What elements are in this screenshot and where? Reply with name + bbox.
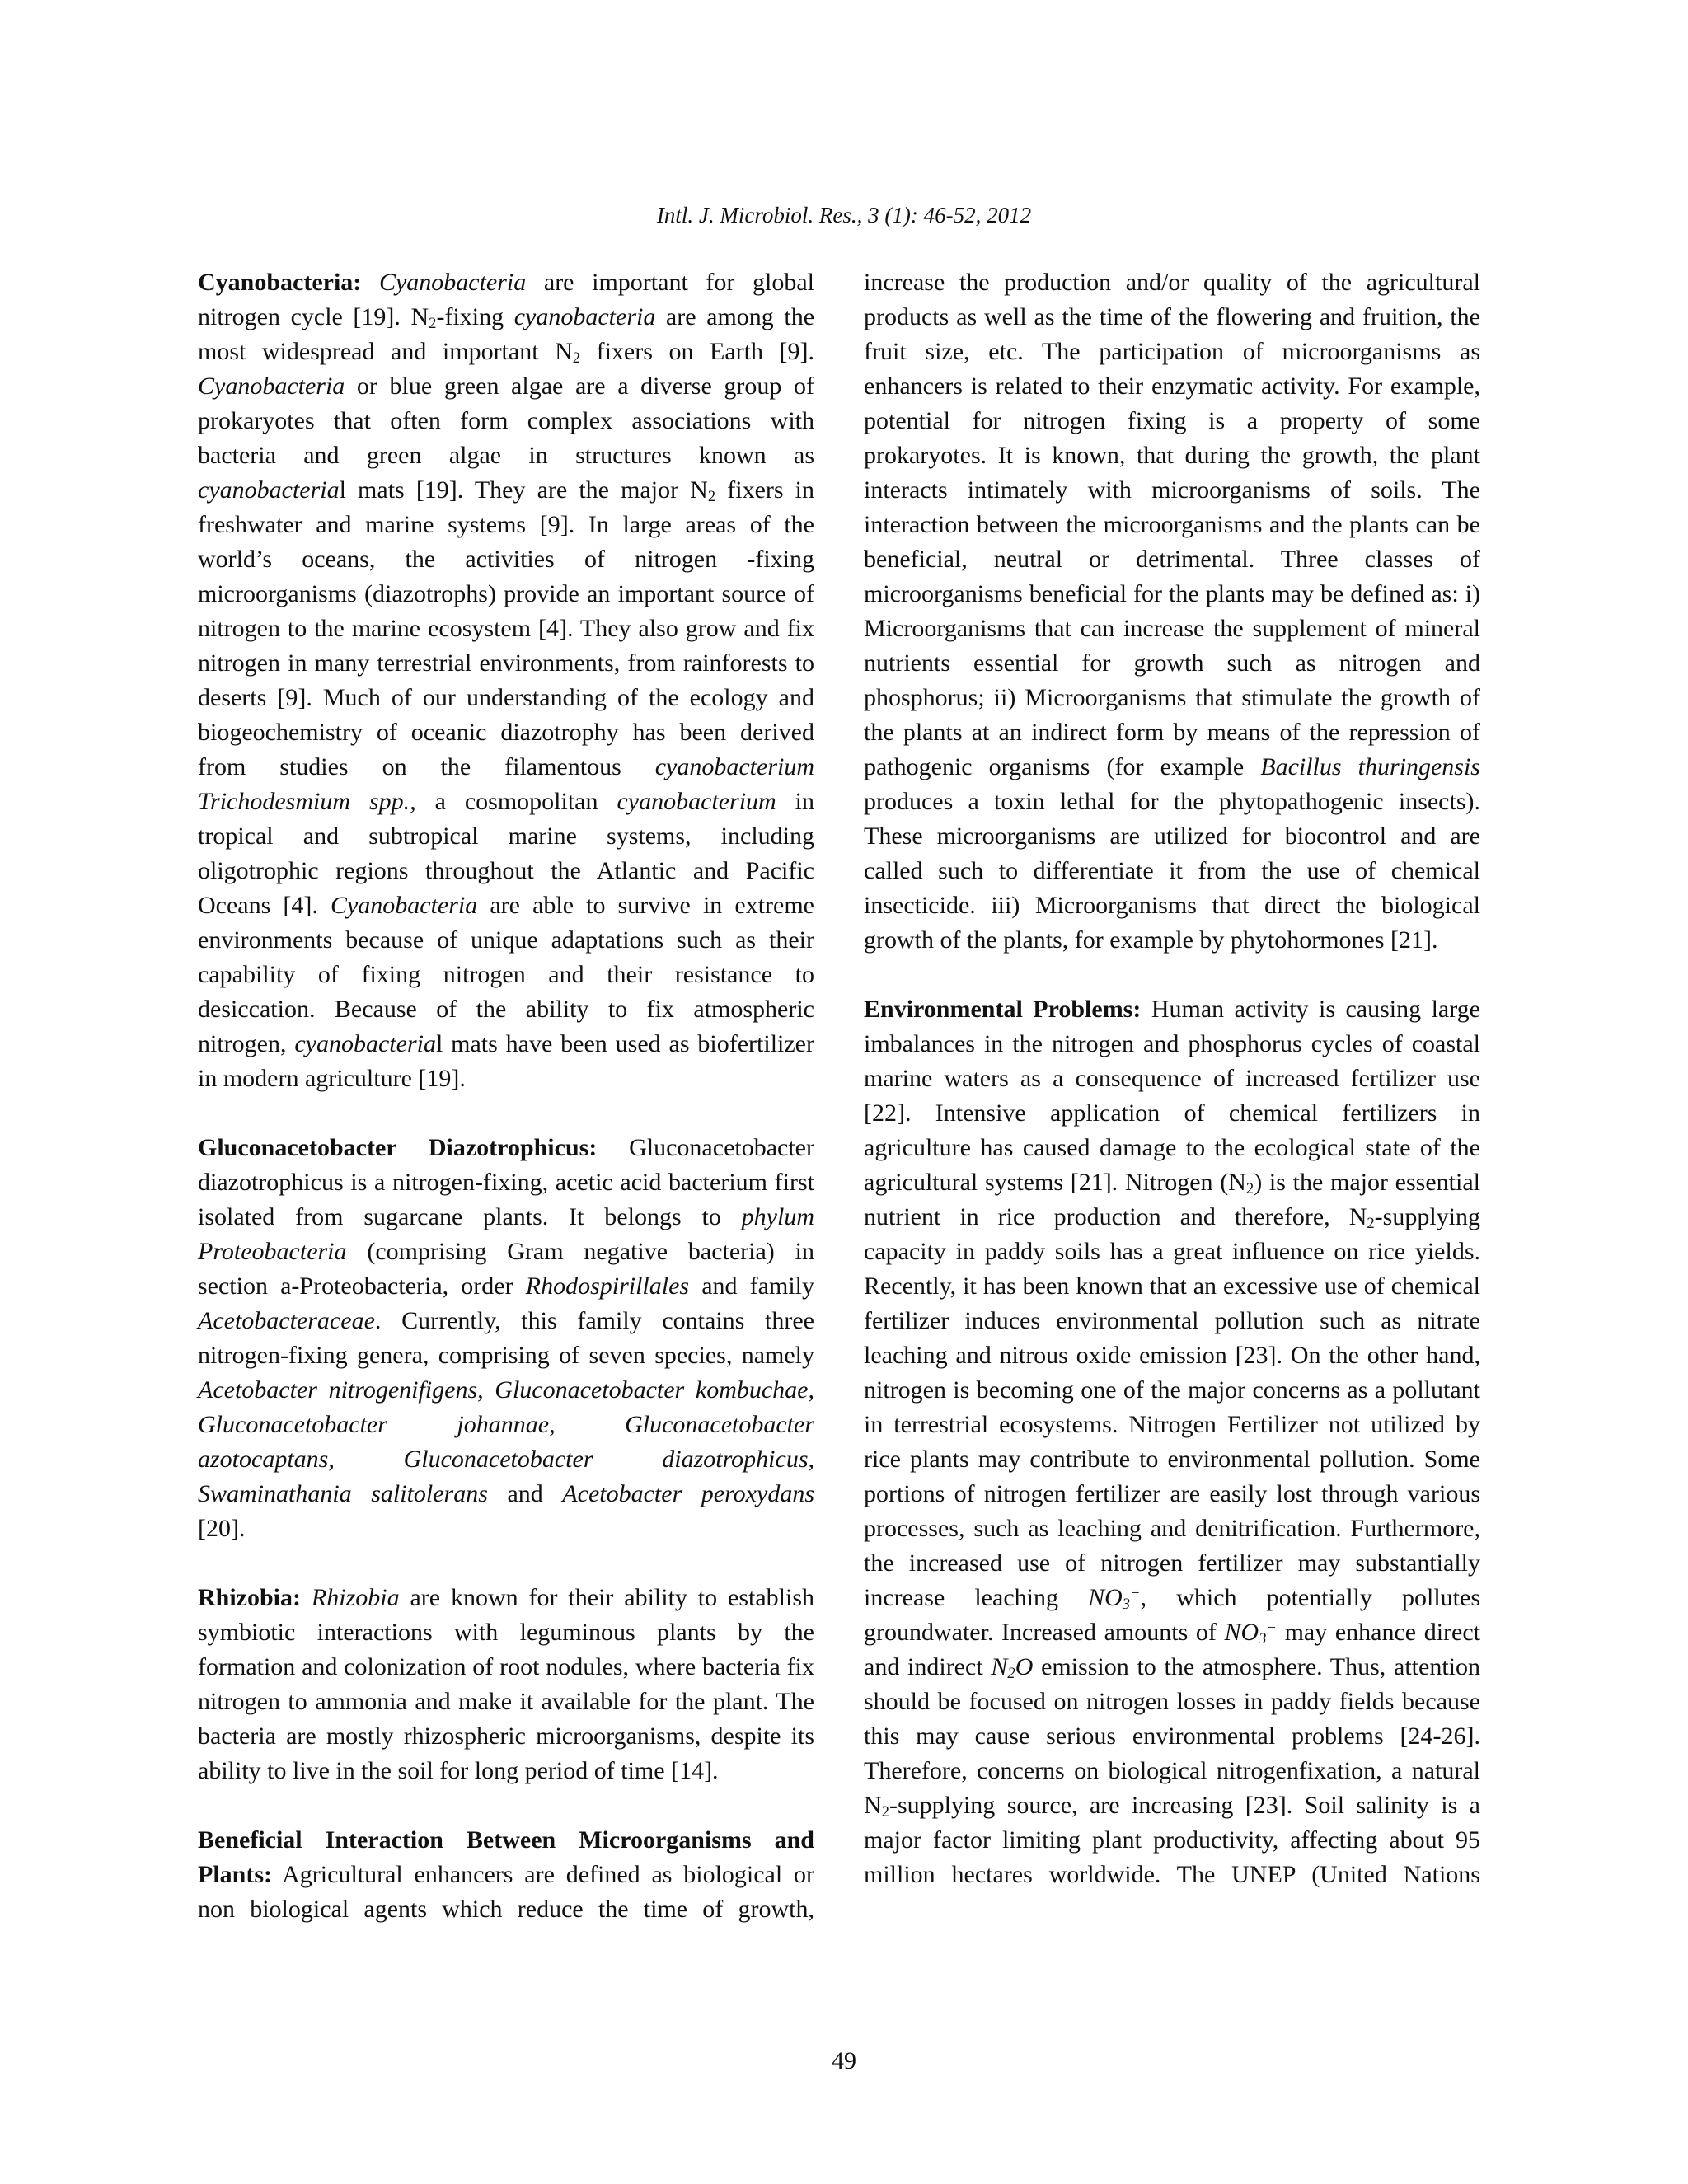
nitrous-oxide-formula: $N_2O$ [991, 1653, 1034, 1683]
section-heading-environmental-problems: Environmental Problems: [864, 996, 1142, 1023]
paragraph-cyanobacteria: Cyanobacteria: Cyanobacteria are important for global nitrogen cycle [19]. $N_2$-fixing cyanobacteria are among the most widespread and important $N_2$ fixers on Earth [9]. Cyanobacteria or blue green algae are a diverse group of prokaryotes that often form complex associations with bacteria and green algae in structures known as cyanobacterial mats [19]. They are the major $N_2$ fixers in freshwater and marine systems [9]. In large areas of the world’s oceans, the activities of nitrogen -fixing microorganisms (diazotrophs) provide an important source of nitrogen to the marine ecosystem [4]. They also grow and fix nitrogen in many terrestrial environments, from rainforests to deserts [9]. Much of our understanding of the ecology and biogeochemistry of oceanic diazotrophy has been derived from studies on the filamentous cyanobacterium Trichodesmium spp., a cosmopolitan cyanobacterium in tropical and subtropical marine systems, including oligotrophic regions throughout the Atlantic and Pacific Oceans [4]. Cyanobacteria are able to survive in extreme environments because of unique adaptations such as their capability of fixing nitrogen and their resistance to desiccation. Because of the ability to fix atmospheric nitrogen, cyanobacterial mats have been used as biofertilizer in modern agriculture [19]. [198, 269, 815, 1092]
right-column [864, 265, 1480, 1892]
paragraph-beneficial-interaction: Beneficial Interaction Between Microorganisms and Plants: Agricultural enhancers are defined as biological or non biological agents which reduce the time of growth, [198, 1826, 814, 1923]
paragraph-gap [198, 1096, 814, 1131]
paragraph-gap [864, 958, 1480, 992]
paragraph-gap [198, 1546, 814, 1581]
section-heading-gluconacetobacter: Gluconacetobacter Diazotrophicus: [198, 1134, 598, 1161]
paragraph-gluconacetobacter: Gluconacetobacter Diazotrophicus: Gluconacetobacter diazotrophicus is a nitrogen-fixing, acetic acid bacterium first isolated from sugarcane plants. It belongs to phylum Proteobacteria (comprising Gram negative bacteria) in section a-Proteobacteria, order Rhodospirillales and family Acetobacteraceae. Currently, this family contains three nitrogen-fixing genera, comprising of seven species, namely Acetobacter nitrogenifigens, Gluconacetobacter kombuchae, Gluconacetobacter johannae, Gluconacetobacter azotocaptans, Gluconacetobacter diazotrophicus, Swaminathania salitolerans and Acetobacter peroxydans [20]. [198, 1134, 814, 1542]
page-number: 49 [832, 2047, 856, 2074]
section-heading-cyanobacteria: Cyanobacteria: [198, 269, 362, 296]
running-head: Intl. J. Microbiol. Res., 3 (1): 46-52, 2012 [656, 203, 1032, 227]
left-column [198, 265, 814, 1927]
paragraph-environmental-problems: Environmental Problems: Human activity is causing large imbalances in the nitrogen and phosphorus cycles of coastal marine waters as a consequence of increased fertilizer use [22]. Intensive application of chemical fertilizers in agriculture has caused damage to the ecological state of the agricultural systems [21]. Nitrogen $(N_2)$ is the major essential nutrient in rice production and therefore, $N_2$-supplying capacity in paddy soils has a great influence on rice yields. Recently, it has been known that an excessive use of chemical fertilizer induces environmental pollution such as nitrate leaching and nitrous oxide emission [23]. On the other hand, nitrogen is becoming one of the major concerns as a pollutant in terrestrial ecosystems. Nitrogen Fertilizer not utilized by rice plants may contribute to environmental pollution. Some portions of nitrogen fertilizer are easily lost through various processes, such as leaching and denitrification. Furthermore, the increased use of nitrogen fertilizer may substantially increase leaching $NO_3^-$, which potentially pollutes groundwater. Increased amounts of $NO_3^-$ may enhance direct and indirect $N_2O$ emission to the atmosphere. Thus, attention should be focused on nitrogen losses in paddy fields because this may cause serious environmental problems [24-26]. Therefore, concerns on biological nitrogenfixation, a natural $N_2$-supplying source, are increasing [23]. Soil salinity is a major factor limiting plant productivity, affecting about 95 million hectares worldwide. The UNEP (United Nations [864, 996, 1480, 1888]
section-heading-rhizobia: Rhizobia: [198, 1584, 302, 1611]
paragraph-rhizobia: Rhizobia: Rhizobia are known for their ability to establish symbiotic interactions with leguminous plants by the formation and colonization of root nodules, where bacteria fix nitrogen to ammonia and make it available for the plant. The bacteria are mostly rhizospheric microorganisms, despite its ability to live in the soil for long period of time [14]. [198, 1584, 815, 1784]
section-heading-beneficial-interaction: Beneficial Interaction Between Microorganisms and Plants: [198, 1826, 814, 1888]
nitrate-formula: $NO_3^-$ [1224, 1619, 1277, 1648]
paragraph-beneficial-continued: increase the production and/or quality of the agricultural products as well as the time of the flowering and fruition, the fruit size, etc. The participation of microorganisms as enhancers is related to their enzymatic activity. For example, potential for nitrogen fixing is a property of some prokaryotes. It is known, that during the growth, the plant interacts intimately with microorganisms of soils. The interaction between the microorganisms and the plants can be beneficial, neutral or detrimental. Three classes of microorganisms beneficial for the plants may be defined as: i) Microorganisms that can increase the supplement of mineral nutrients essential for growth such as nitrogen and phosphorus; ii) Microorganisms that stimulate the growth of the plants at an indirect form by means of the repression of pathogenic organisms (for example Bacillus thuringensis produces a toxin lethal for the phytopathogenic insects). These microorganisms are utilized for biocontrol and are called such to differentiate it from the use of chemical insecticide. iii) Microorganisms that direct the biological growth of the plants, for example by phytohormones [21]. [864, 269, 1480, 954]
nitrate-formula: $NO_3^-$ [1088, 1584, 1141, 1614]
paragraph-gap [198, 1788, 814, 1823]
